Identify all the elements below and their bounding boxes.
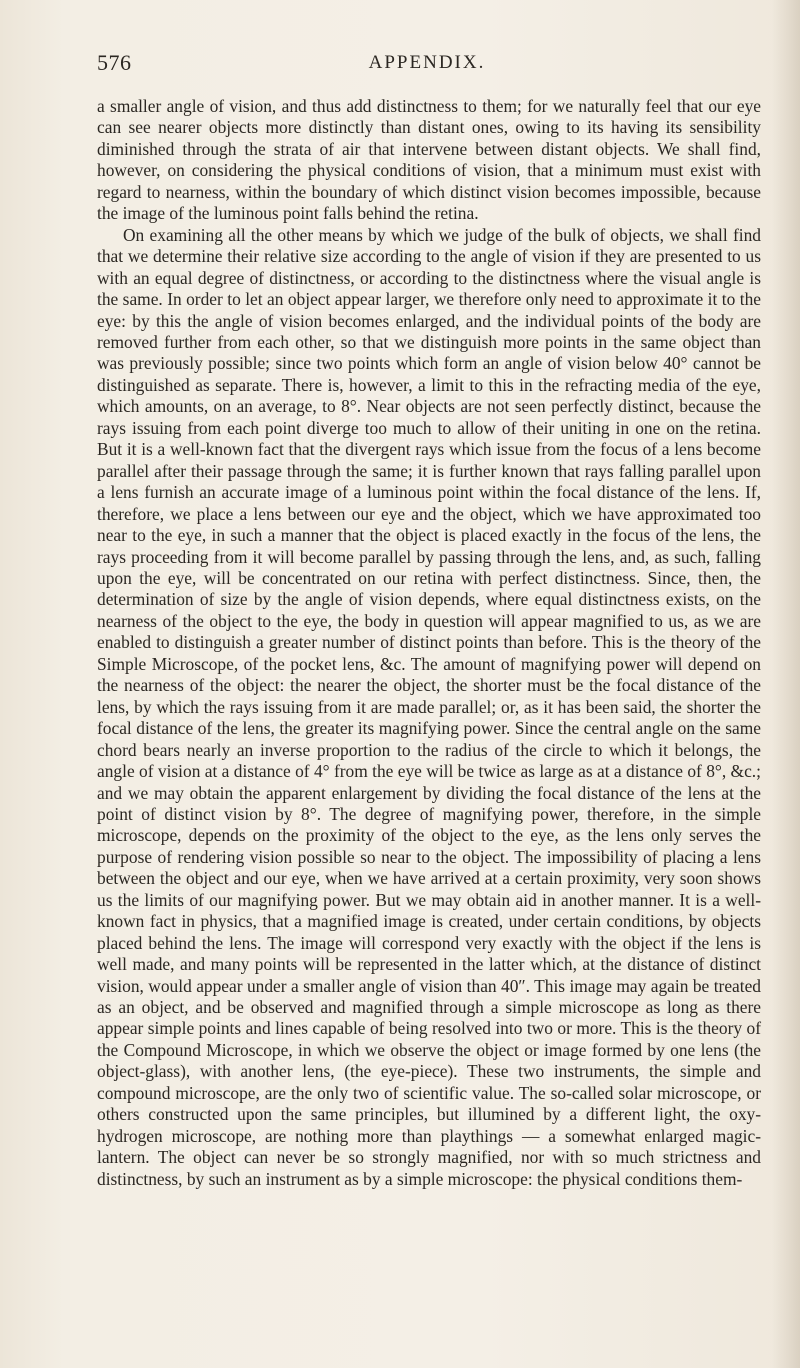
paragraph: On examining all the other means by which we judge of the bulk of objects, we shall find that we determine their relative size according to the angle of vision if they are presented to us with an equal degree of distinctness, or according to the distinctness where the visual angle is the same. In order to let an object appear larger, we therefore only need to approximate it to the eye: by this the angle of vision becomes enlarged, and the individual points of the body are removed further from each other, so that we distinguish more points in the same object than was previously possible; since two points which form an angle of vision below 40° cannot be distinguished as separate. There is, however, a limit to this in the refracting media of the eye, which amounts, on an average, to 8°. Near objects are not seen perfectly distinct, because the rays issuing from each point diverge too much to allow of their uniting in one on the retina. But it is a well-known fact that the divergent rays which issue from the focus of a lens become parallel after their passage through the same; it is further known that rays falling parallel upon a lens furnish an accurate image of a luminous point within the focal distance of the lens. If, therefore, we place a lens between our eye and the object, which we have approximated too near to the eye, in such a manner that the object is placed exactly in the focus of the lens, the rays proceeding from it will become parallel by passing through the lens, and, as such, falling upon the eye, will be concentrated on our retina with perfect distinctness. Since, then, the determination of size by the angle of vision depends, where equal distinctness exists, on the nearness of the object to the eye, the body in question will appear magnified to us, as we are enabled to distinguish a greater number of distinct points than before. This is the theory of the Simple Microscope, of the pocket lens, &c. The amount of magnifying power will depend on the nearness of the object: the nearer the object, the shorter must be the focal distance of the lens, by which the rays issuing from it are made parallel; or, as it has been said, the shorter the focal distance of the lens, the greater its magnifying power. Since the central angle on the same chord bears nearly an inverse proportion to the radius of the circle to which it belongs, the angle of vision at a distance of 4° from the eye will be twice as large as at a distance of 8°, &c.; and we may obtain the apparent enlargement by dividing the focal distance of the lens at the point of distinct vision by 8°. The degree of magnifying power, therefore, in the simple microscope, depends on the proximity of the object to the eye, as the lens only serves the purpose of rendering vision possible so near to the object. The impossibility of placing a lens between the object and our eye, when we have arrived at a certain proximity, very soon shows us the limits of our magnifying power. But we may obtain aid in another manner. It is a well-known fact in physics, that a magnified image is created, under certain conditions, by objects placed behind the lens. The image will correspond very exactly with the object if the lens is well made, and many points will be represented in the latter which, at the distance of distinct vision, would appear under a smaller angle of vision than 40″. This image may again be treated as an object, and be observed and magnified through a simple microscope as long as there appear simple points and lines capable of being resolved into two or more. This is the theory of the Compound Microscope, in which we observe the object or image formed by one lens (the object-glass), with another lens, (the eye-piece). These two instruments, the simple and compound microscope, are the only two of scientific value. The so-called solar microscope, or others constructed upon the same principles, but illumined by a different light, the oxy-hydrogen microscope, are nothing more than playthings — a somewhat enlarged magic-lantern. The object can never be so strongly magnified, nor with so much strictness and distinctness, by such an instrument as by a simple microscope: the physical conditions them-: [97, 224, 761, 1189]
page-number: 576: [97, 50, 132, 75]
page-header: [97, 50, 757, 80]
body-text: [97, 96, 761, 1190]
page-edge-shadow: [772, 0, 800, 1368]
running-head: APPENDIX.: [368, 52, 486, 73]
paragraph-continued: a smaller angle of vision, and thus add distinctness to them; for we naturally feel that our eye can see nearer objects more distinctly than distant ones, owing to its having its sensibility diminished through the strata of air that intervene between distant objects. We shall find, however, on considering the physical conditions of vision, that a minimum must exist with regard to nearness, within the boundary of which distinct vision becomes impossible, because the image of the luminous point falls behind the retina.: [97, 96, 761, 224]
